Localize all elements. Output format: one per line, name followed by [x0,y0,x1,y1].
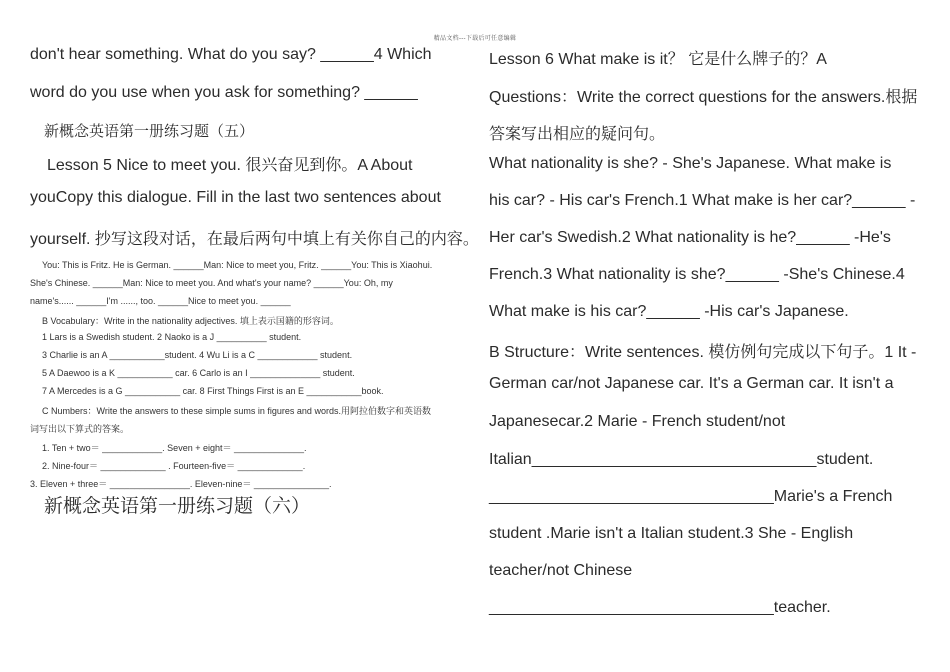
small-line: 1. Ten + two＝ ____________. Seven + eight＝ ______________. [42,443,307,453]
text-line: yourself. 抄写这段对话，在最后两句中填上有关你自己的内容。 [30,231,479,248]
text-line: ________________________________Marie's a French [489,488,893,505]
text-line: What make is his car?______ -His car's Japanese. [489,303,849,320]
small-line: B Vocabulary：Write in the nationality adjectives. 填上表示国籍的形容词。 [42,316,339,326]
page-header: 精品文档---下载后可任意编辑 [433,36,517,42]
small-line: 1 Lars is a Swedish student. 2 Naoko is a J __________ student. [42,332,302,342]
small-line: You: This is Fritz. He is German. ______Man: Nice to meet you, Fritz. ______You: This is Xiaohui. [42,260,433,270]
small-line: C Numbers：Write the answers to these simple sums in figures and words.用阿拉伯数字和英语数 [42,406,431,416]
text-line: Questions：Write the correct questions for the answers.根据 [489,89,918,106]
text-line: Italian________________________________student. [489,451,874,468]
small-line: 7 A Mercedes is a G ___________ car. 8 First Things First is an E ___________book. [42,386,384,396]
small-line: name's...... ______I'm ......, too. ______Nice to meet you. ______ [30,296,291,306]
text-line: Her car's Swedish.2 What nationality is he?______ -He's [489,229,891,246]
text-line: teacher/not Chinese [489,562,633,579]
text-line: What nationality is she? - She's Japanese. What make is [489,155,892,172]
text-line: word do you use when you ask for something? ______ [30,84,418,101]
section-title-5: 新概念英语第一册练习题（五） [44,122,255,140]
small-line: 词写出以下算式的答案。 [30,424,130,434]
small-line: She's Chinese. ______Man: Nice to meet you. And what's your name? ______You: Oh, my [30,278,393,288]
small-line: 3 Charlie is an A ___________student. 4 Wu Li is a C ____________ student. [42,350,353,360]
text-line: Japanesecar.2 Marie - French student/not [489,413,786,430]
text-line: don't hear something. What do you say? ______4 Which [30,46,432,63]
section-title-6: 新概念英语第一册练习题（六） [44,495,311,517]
text-line: B Structure：Write sentences. 模仿例句完成以下句子。1 It - [489,344,917,361]
text-line: ________________________________teacher. [489,599,831,616]
text-line: youCopy this dialogue. Fill in the last two sentences about [30,189,441,206]
text-line: German car/not Japanese car. It's a German car. It isn't a [489,375,894,392]
text-line: Lesson 5 Nice to meet you. 很兴奋见到你。A About [47,157,413,174]
text-line: French.3 What nationality is she?______ -She's Chinese.4 [489,266,905,283]
small-line: 5 A Daewoo is a K ___________ car. 6 Carlo is an I ______________ student. [42,368,355,378]
small-line: 3. Eleven + three＝ ________________. Eleven-nine＝ _______________. [30,479,332,489]
small-line: 2. Nine-four＝ _____________ . Fourteen-five＝ _____________. [42,461,306,471]
text-line: 答案写出相应的疑问句。 [489,124,666,143]
text-line: student .Marie isn't a Italian student.3 She - English [489,525,854,542]
text-line: his car? - His car's French.1 What make is her car?______ - [489,192,916,209]
text-line: Lesson 6 What make is it？ 它是什么牌子的？A [489,51,827,68]
